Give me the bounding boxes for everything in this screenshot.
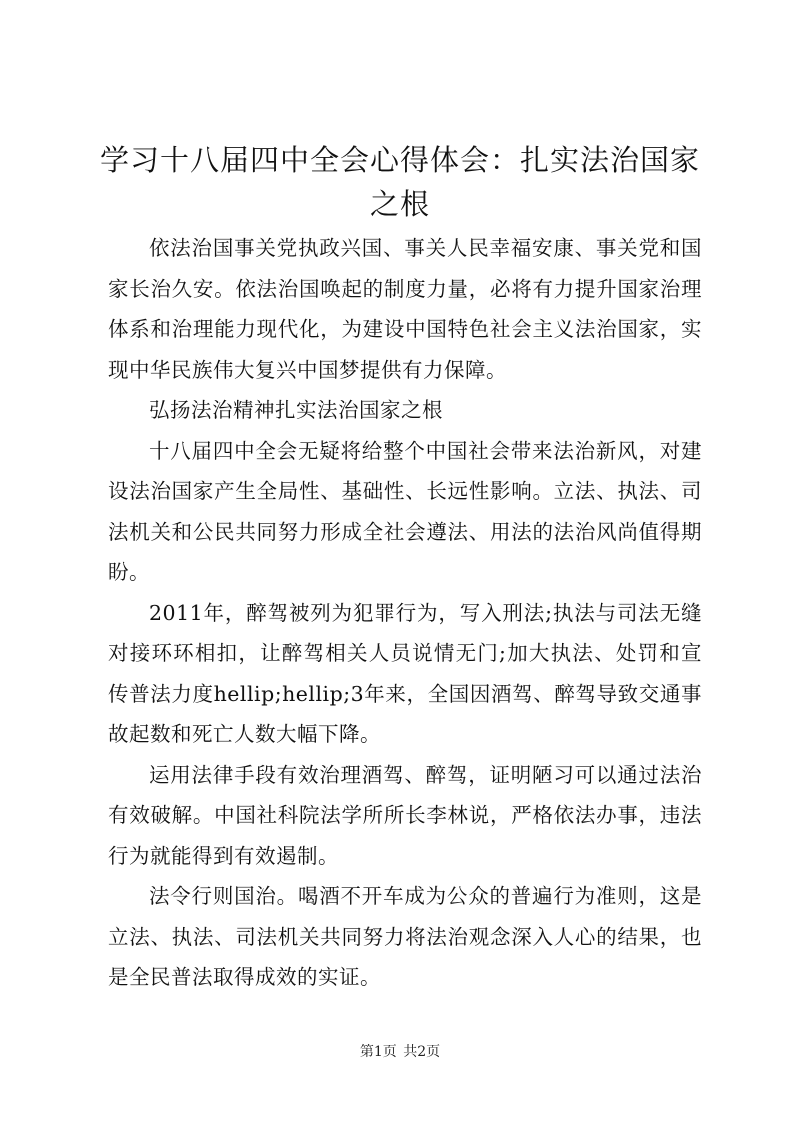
- page-total: 共2页: [403, 1044, 441, 1060]
- page-footer: [0, 1043, 800, 1061]
- title-line-2: 之根: [369, 187, 430, 221]
- document-body: [108, 228, 702, 998]
- paragraph-legal-means: 运用法律手段有效治理酒驾、醉驾，证明陋习可以通过法治有效破解。中国社科院法学所所长李林说，严格依法办事，违法行为就能得到有效遏制。: [108, 762, 702, 868]
- title-line-1: 学习十八届四中全会心得体会：扎实法治国家: [100, 143, 701, 177]
- paragraph-plenum: 十八届四中全会无疑将给整个中国社会带来法治新风，对建设法治国家产生全局性、基础性、长远性影响。立法、执法、司法机关和公民共同努力形成全社会遵法、用法的法治风尚值得期盼。: [108, 438, 702, 584]
- document-title: [100, 138, 700, 226]
- paragraph-drunk-driving: 2011年，醉驾被列为犯罪行为，写入刑法;执法与司法无缝对接环环相扣，让醉驾相关人员说情无门;加大执法、处罚和宣传普法力度hellip;hellip;3年来，全国因酒驾、醉驾导致交通事故起数和死亡人数大幅下降。: [108, 600, 702, 746]
- paragraph-rule-of-law: 法令行则国治。喝酒不开车成为公众的普遍行为准则，这是立法、执法、司法机关共同努力将法治观念深入人心的结果，也是全民普法取得成效的实证。: [108, 884, 702, 989]
- paragraph-intro: 依法治国事关党执政兴国、事关人民幸福安康、事关党和国家长治久安。依法治国唤起的制度力量，必将有力提升国家治理体系和治理能力现代化，为建设中国特色社会主义法治国家，实现中华民族伟大复兴中国梦提供有力保障。: [108, 236, 702, 382]
- page-number: 第1页: [359, 1044, 397, 1060]
- section-heading: 弘扬法治精神扎实法治国家之根: [149, 398, 443, 422]
